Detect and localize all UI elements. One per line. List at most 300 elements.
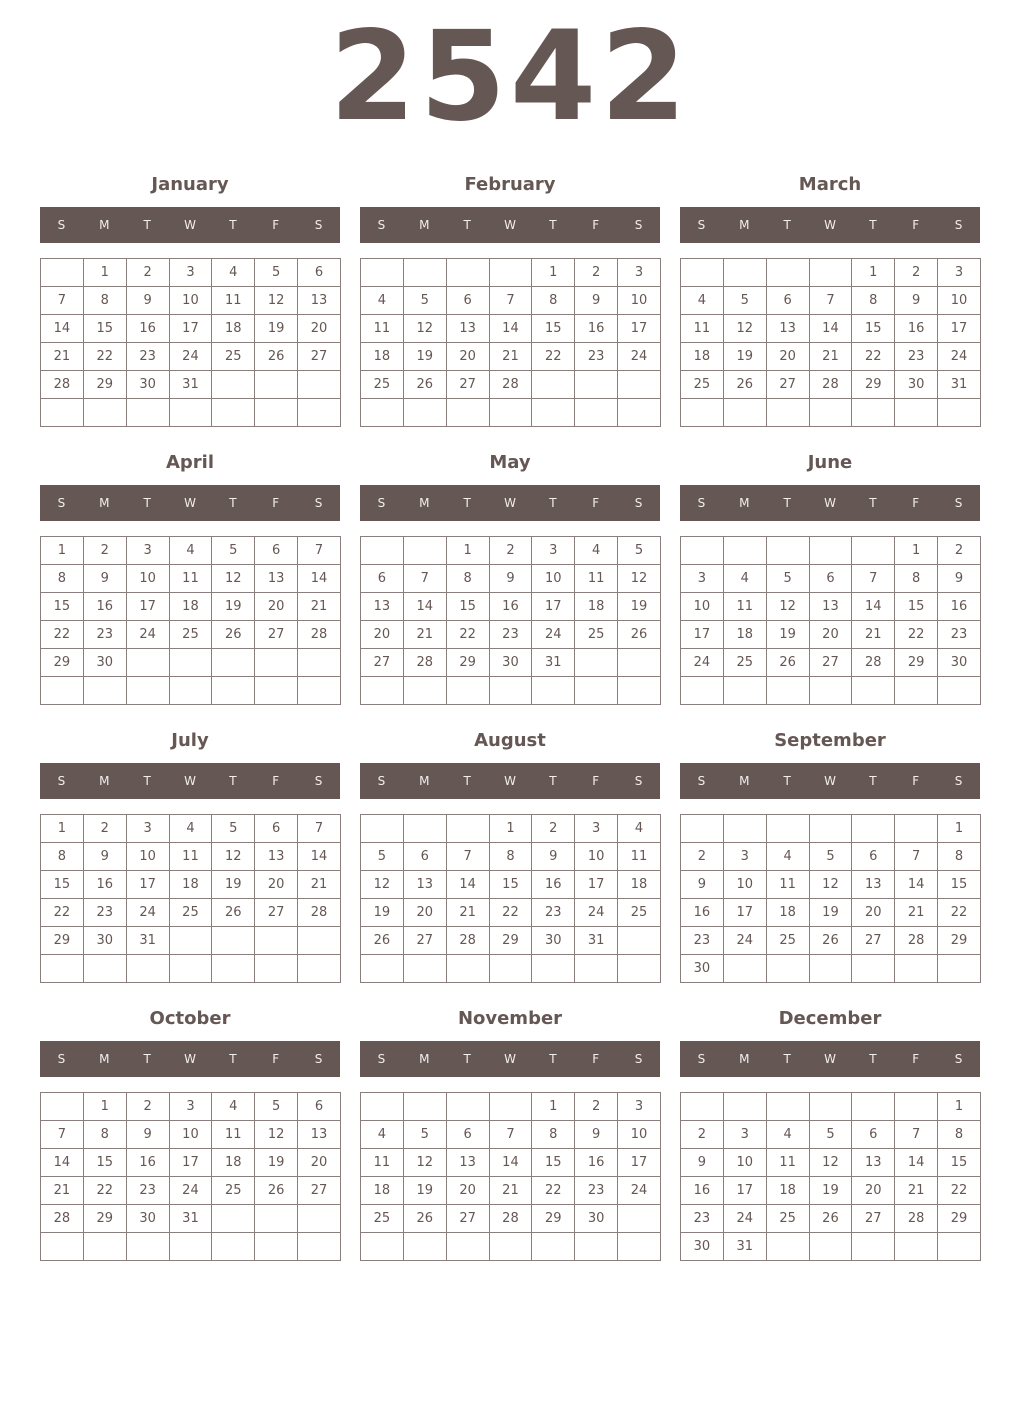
day-cell: 18	[618, 871, 661, 899]
weekday-header	[40, 485, 340, 521]
weekday-label: M	[739, 1052, 750, 1066]
day-cell	[298, 1205, 341, 1233]
day-cell: 28	[852, 649, 895, 677]
day-cell: 24	[126, 621, 169, 649]
day-cell: 10	[618, 287, 661, 315]
day-cell	[212, 649, 255, 677]
day-cell: 20	[298, 1149, 341, 1177]
day-cell: 7	[489, 287, 532, 315]
day-cell	[83, 677, 126, 705]
weekday-label: W	[184, 774, 196, 788]
weekday-label: F	[912, 218, 920, 232]
day-cell: 19	[255, 1149, 298, 1177]
week-row	[41, 621, 341, 649]
day-cell	[766, 955, 809, 983]
day-cell: 24	[575, 899, 618, 927]
day-cell: 26	[403, 371, 446, 399]
day-cell: 5	[809, 843, 852, 871]
weekday-label: T	[143, 1052, 151, 1066]
day-cell	[938, 955, 981, 983]
day-cell: 19	[403, 1177, 446, 1205]
week-row	[361, 843, 661, 871]
weekday-label: W	[824, 218, 836, 232]
day-cell	[41, 1233, 84, 1261]
day-cell	[446, 259, 489, 287]
day-cell: 11	[766, 871, 809, 899]
day-cell: 17	[126, 593, 169, 621]
day-cell: 16	[938, 593, 981, 621]
week-row	[41, 1121, 341, 1149]
day-cell: 7	[809, 287, 852, 315]
day-cell: 6	[403, 843, 446, 871]
day-cell: 25	[361, 371, 404, 399]
day-cell: 25	[575, 621, 618, 649]
day-cell	[169, 677, 212, 705]
day-cell: 21	[489, 343, 532, 371]
day-cell	[575, 677, 618, 705]
day-cell	[895, 399, 938, 427]
weekday-label: F	[592, 218, 600, 232]
day-cell: 23	[83, 899, 126, 927]
day-grid	[680, 536, 981, 705]
day-cell: 2	[83, 815, 126, 843]
week-row	[361, 537, 661, 565]
week-row	[41, 593, 341, 621]
day-cell	[895, 815, 938, 843]
day-cell: 26	[255, 343, 298, 371]
weekday-label: M	[99, 1052, 110, 1066]
weekday-header	[40, 207, 340, 243]
day-cell: 25	[212, 1177, 255, 1205]
weekday-label: F	[912, 496, 920, 510]
day-cell: 9	[532, 843, 575, 871]
day-cell: 20	[809, 621, 852, 649]
week-row	[361, 621, 661, 649]
week-row	[361, 677, 661, 705]
weekday-label: T	[463, 774, 471, 788]
day-cell: 4	[723, 565, 766, 593]
day-cell: 24	[169, 1177, 212, 1205]
day-cell: 7	[403, 565, 446, 593]
day-cell: 12	[255, 1121, 298, 1149]
day-cell	[852, 1233, 895, 1261]
day-cell: 14	[489, 315, 532, 343]
day-cell: 22	[938, 899, 981, 927]
day-cell: 11	[618, 843, 661, 871]
week-row	[681, 677, 981, 705]
weekday-label: F	[592, 496, 600, 510]
day-cell	[618, 1233, 661, 1261]
day-cell: 18	[575, 593, 618, 621]
day-cell: 17	[169, 1149, 212, 1177]
day-cell: 15	[532, 1149, 575, 1177]
weekday-label: F	[272, 496, 280, 510]
day-cell	[361, 1093, 404, 1121]
day-cell: 12	[212, 565, 255, 593]
weekday-label: W	[504, 774, 516, 788]
week-row	[361, 1205, 661, 1233]
day-cell: 24	[532, 621, 575, 649]
day-cell: 8	[489, 843, 532, 871]
day-cell: 28	[41, 371, 84, 399]
day-cell: 16	[83, 871, 126, 899]
day-cell: 13	[446, 1149, 489, 1177]
day-cell	[938, 677, 981, 705]
day-cell: 24	[618, 343, 661, 371]
week-row	[41, 1093, 341, 1121]
day-cell: 11	[723, 593, 766, 621]
weekday-label: T	[229, 496, 237, 510]
day-cell: 6	[361, 565, 404, 593]
day-cell: 20	[766, 343, 809, 371]
weekday-label: T	[463, 496, 471, 510]
day-cell: 23	[575, 343, 618, 371]
day-cell: 8	[83, 287, 126, 315]
day-cell: 16	[681, 899, 724, 927]
day-cell	[766, 677, 809, 705]
day-cell: 14	[446, 871, 489, 899]
week-row	[681, 927, 981, 955]
day-cell: 16	[83, 593, 126, 621]
day-cell: 29	[83, 1205, 126, 1233]
week-row	[41, 1205, 341, 1233]
day-cell	[618, 399, 661, 427]
weekday-label: S	[954, 496, 963, 510]
day-cell: 14	[895, 871, 938, 899]
day-cell: 26	[618, 621, 661, 649]
day-cell: 30	[489, 649, 532, 677]
day-cell	[809, 955, 852, 983]
day-cell: 31	[723, 1233, 766, 1261]
day-cell: 28	[41, 1205, 84, 1233]
week-row	[681, 843, 981, 871]
day-cell: 7	[895, 1121, 938, 1149]
day-cell: 14	[298, 843, 341, 871]
day-cell: 12	[212, 843, 255, 871]
weekday-label: S	[377, 1052, 386, 1066]
day-cell: 26	[809, 1205, 852, 1233]
day-cell: 14	[41, 315, 84, 343]
day-cell: 9	[83, 565, 126, 593]
day-cell: 25	[169, 899, 212, 927]
day-cell: 14	[489, 1149, 532, 1177]
day-cell: 3	[126, 815, 169, 843]
weekday-label: T	[549, 1052, 557, 1066]
day-cell: 30	[126, 1205, 169, 1233]
day-cell	[298, 399, 341, 427]
day-cell	[298, 1233, 341, 1261]
day-cell: 10	[532, 565, 575, 593]
day-cell: 25	[766, 927, 809, 955]
day-cell: 18	[766, 1177, 809, 1205]
day-cell: 13	[255, 843, 298, 871]
weekday-label: M	[419, 218, 430, 232]
weekday-header	[360, 763, 660, 799]
day-grid	[360, 814, 661, 983]
month-name: November	[457, 1008, 563, 1029]
day-cell	[489, 677, 532, 705]
day-cell: 6	[766, 287, 809, 315]
day-cell: 28	[895, 927, 938, 955]
day-cell	[83, 1233, 126, 1261]
day-cell	[895, 1093, 938, 1121]
day-cell: 20	[852, 1177, 895, 1205]
day-cell: 30	[895, 371, 938, 399]
week-row	[681, 315, 981, 343]
month-name: October	[149, 1008, 231, 1029]
day-cell	[212, 677, 255, 705]
day-cell: 10	[126, 843, 169, 871]
day-cell	[681, 537, 724, 565]
day-grid	[40, 258, 341, 427]
day-cell	[403, 1233, 446, 1261]
day-cell: 5	[723, 287, 766, 315]
weekday-label: S	[57, 1052, 66, 1066]
day-cell: 10	[575, 843, 618, 871]
day-cell: 10	[169, 287, 212, 315]
day-cell: 5	[255, 259, 298, 287]
weekday-label: S	[57, 218, 66, 232]
day-cell	[126, 677, 169, 705]
weekday-label: T	[229, 774, 237, 788]
day-cell	[532, 677, 575, 705]
day-cell	[809, 815, 852, 843]
weekday-label: W	[504, 496, 516, 510]
day-cell: 19	[361, 899, 404, 927]
day-cell	[575, 371, 618, 399]
day-cell: 1	[532, 259, 575, 287]
day-cell: 15	[83, 1149, 126, 1177]
day-cell	[126, 649, 169, 677]
day-cell	[532, 371, 575, 399]
day-cell: 2	[575, 259, 618, 287]
day-cell	[169, 1233, 212, 1261]
day-cell	[361, 399, 404, 427]
day-cell: 28	[489, 371, 532, 399]
weekday-label: M	[419, 774, 430, 788]
day-cell: 19	[809, 1177, 852, 1205]
weekday-label: T	[463, 1052, 471, 1066]
weekday-label: F	[592, 774, 600, 788]
day-cell: 7	[446, 843, 489, 871]
weekday-label: S	[634, 218, 643, 232]
week-row	[41, 287, 341, 315]
week-row	[361, 343, 661, 371]
week-row	[681, 259, 981, 287]
day-cell: 2	[575, 1093, 618, 1121]
day-cell: 10	[126, 565, 169, 593]
day-cell: 6	[809, 565, 852, 593]
day-cell: 18	[212, 1149, 255, 1177]
day-cell	[446, 399, 489, 427]
day-cell: 3	[618, 259, 661, 287]
day-cell: 1	[446, 537, 489, 565]
day-cell: 3	[618, 1093, 661, 1121]
day-cell: 25	[618, 899, 661, 927]
day-cell	[681, 259, 724, 287]
weekday-label: T	[869, 774, 877, 788]
day-cell: 27	[446, 1205, 489, 1233]
day-cell	[255, 649, 298, 677]
day-cell: 3	[723, 843, 766, 871]
day-cell	[403, 815, 446, 843]
day-cell	[255, 677, 298, 705]
day-cell	[575, 399, 618, 427]
day-cell: 1	[83, 259, 126, 287]
day-cell	[212, 1233, 255, 1261]
day-cell	[212, 399, 255, 427]
day-cell: 11	[766, 1149, 809, 1177]
day-cell: 9	[895, 287, 938, 315]
day-cell: 21	[852, 621, 895, 649]
weekday-label: S	[697, 774, 706, 788]
day-cell: 8	[83, 1121, 126, 1149]
day-cell	[403, 955, 446, 983]
day-cell: 6	[852, 843, 895, 871]
day-cell: 2	[532, 815, 575, 843]
day-cell: 12	[255, 287, 298, 315]
weekday-label: T	[549, 218, 557, 232]
day-cell: 15	[938, 871, 981, 899]
day-cell: 10	[618, 1121, 661, 1149]
week-row	[361, 1149, 661, 1177]
day-cell: 20	[361, 621, 404, 649]
day-cell: 8	[532, 287, 575, 315]
day-cell: 18	[169, 871, 212, 899]
day-cell: 13	[809, 593, 852, 621]
day-cell: 4	[618, 815, 661, 843]
day-cell: 22	[532, 343, 575, 371]
day-cell: 9	[575, 287, 618, 315]
day-cell: 19	[403, 343, 446, 371]
weekday-label: S	[314, 218, 323, 232]
day-cell	[41, 955, 84, 983]
weekday-label: M	[419, 496, 430, 510]
day-cell: 3	[723, 1121, 766, 1149]
weekday-label: F	[272, 1052, 280, 1066]
day-cell: 17	[938, 315, 981, 343]
day-cell	[126, 955, 169, 983]
week-row	[361, 649, 661, 677]
day-cell	[83, 955, 126, 983]
week-row	[361, 315, 661, 343]
day-cell: 8	[41, 565, 84, 593]
day-cell	[169, 927, 212, 955]
day-cell: 6	[446, 1121, 489, 1149]
day-cell	[723, 1093, 766, 1121]
day-cell: 25	[681, 371, 724, 399]
day-cell: 29	[41, 649, 84, 677]
day-cell: 29	[41, 927, 84, 955]
day-cell: 5	[403, 287, 446, 315]
day-cell: 2	[681, 843, 724, 871]
weekday-label: F	[592, 1052, 600, 1066]
weekday-label: M	[419, 1052, 430, 1066]
weekday-label: M	[739, 496, 750, 510]
day-cell: 24	[681, 649, 724, 677]
day-cell: 17	[618, 315, 661, 343]
month-name: December	[778, 1008, 882, 1029]
day-cell: 20	[852, 899, 895, 927]
day-cell	[809, 1233, 852, 1261]
week-row	[41, 371, 341, 399]
day-cell: 5	[212, 815, 255, 843]
day-cell: 16	[575, 1149, 618, 1177]
day-cell: 25	[723, 649, 766, 677]
day-cell: 7	[41, 1121, 84, 1149]
day-cell: 29	[938, 1205, 981, 1233]
week-row	[681, 593, 981, 621]
day-cell: 7	[41, 287, 84, 315]
day-cell	[126, 399, 169, 427]
day-cell	[255, 1205, 298, 1233]
week-row	[681, 537, 981, 565]
day-cell: 11	[361, 1149, 404, 1177]
day-cell: 9	[681, 871, 724, 899]
day-cell: 16	[681, 1177, 724, 1205]
day-cell	[681, 399, 724, 427]
day-cell	[446, 677, 489, 705]
day-cell: 1	[532, 1093, 575, 1121]
day-cell	[361, 955, 404, 983]
week-row	[361, 1121, 661, 1149]
day-cell: 19	[212, 871, 255, 899]
day-cell: 3	[169, 259, 212, 287]
day-cell: 23	[575, 1177, 618, 1205]
day-cell: 28	[403, 649, 446, 677]
week-row	[681, 343, 981, 371]
weekday-header	[360, 485, 660, 521]
day-cell	[766, 1093, 809, 1121]
day-cell: 16	[575, 315, 618, 343]
day-cell: 2	[126, 259, 169, 287]
day-cell: 8	[895, 565, 938, 593]
day-cell	[938, 1233, 981, 1261]
week-row	[681, 1233, 981, 1261]
day-cell: 9	[83, 843, 126, 871]
day-cell: 21	[489, 1177, 532, 1205]
day-cell: 4	[212, 259, 255, 287]
day-cell	[681, 1093, 724, 1121]
weekday-label: M	[99, 218, 110, 232]
day-cell	[723, 399, 766, 427]
day-cell: 2	[938, 537, 981, 565]
month-name: June	[807, 452, 853, 473]
day-cell: 29	[532, 1205, 575, 1233]
week-row	[361, 815, 661, 843]
weekday-label: M	[99, 496, 110, 510]
day-cell: 12	[403, 1149, 446, 1177]
day-cell: 12	[403, 315, 446, 343]
day-cell: 22	[489, 899, 532, 927]
day-cell	[723, 815, 766, 843]
day-cell: 9	[126, 287, 169, 315]
week-row	[41, 537, 341, 565]
day-cell	[255, 927, 298, 955]
day-cell: 6	[255, 537, 298, 565]
day-cell: 12	[723, 315, 766, 343]
week-row	[361, 287, 661, 315]
day-cell: 8	[532, 1121, 575, 1149]
day-cell	[298, 927, 341, 955]
day-cell	[41, 1093, 84, 1121]
day-cell: 17	[618, 1149, 661, 1177]
day-cell: 5	[255, 1093, 298, 1121]
day-cell	[255, 955, 298, 983]
day-cell: 12	[618, 565, 661, 593]
day-cell: 28	[895, 1205, 938, 1233]
day-cell	[446, 1233, 489, 1261]
